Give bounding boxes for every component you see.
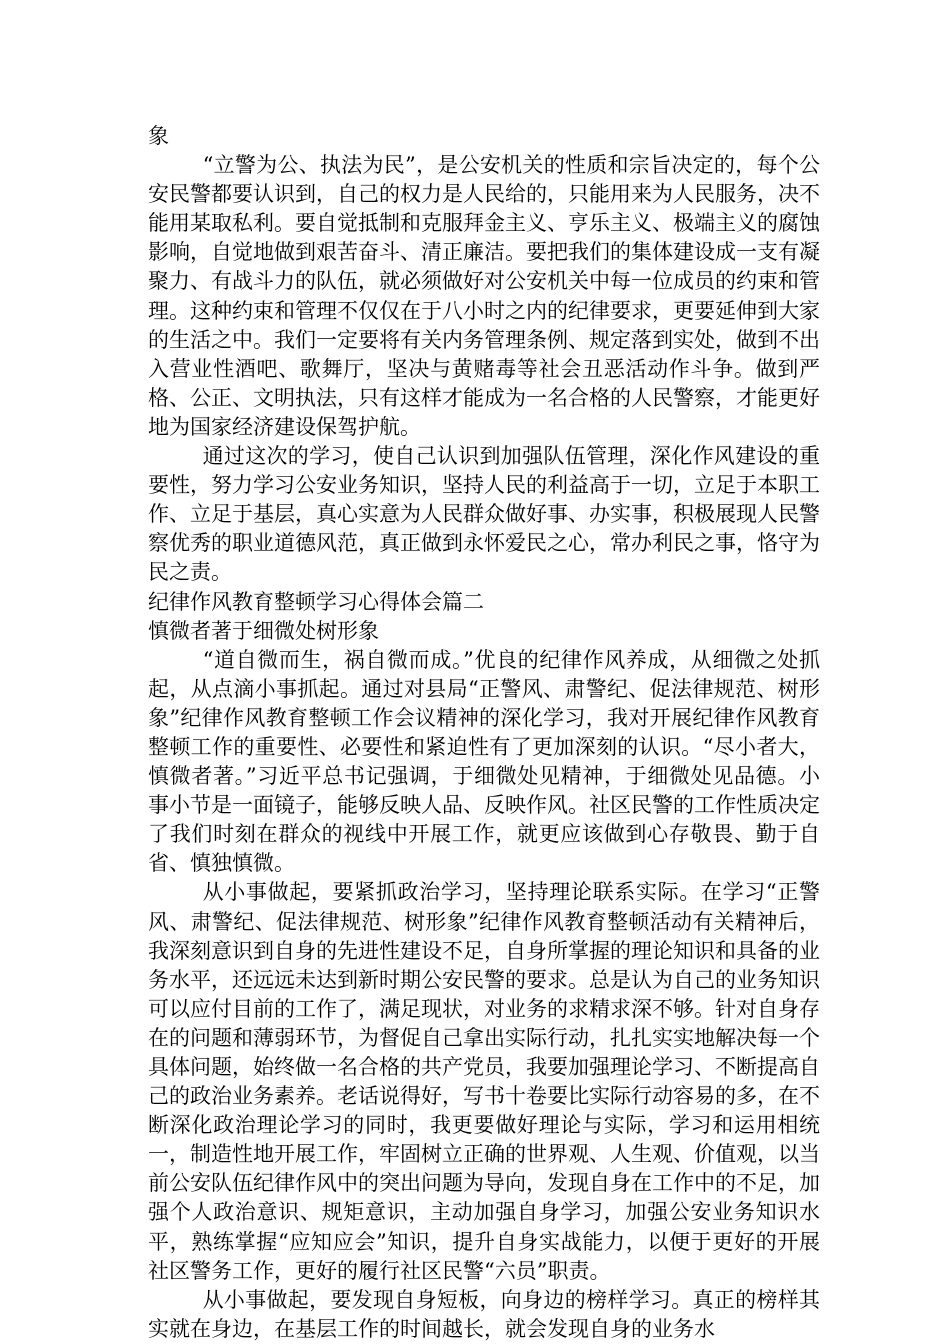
paragraph: 从小事做起，要紧抓政治学习，坚持理论联系实际。在学习“正警风、肃警纪、促法律规范、树形象”纪律作风教育整顿活动有关精神后，我深刻意识到自身的先进性建设不足，自身所掌握的理论知识和具备的业务水平，还远远未达到新时期公安民警的要求。总是认为自己的业务知识可以应付目前的工作了，满足现状，对业务的求精求深不够。针对自身存在的问题和薄弱环节，为督促自己拿出实际行动，扎扎实实地解决每一个具体问题，始终做一名合格的共产党员，我要加强理论学习、不断提高自己的政治业务素养。老话说得好，写书十卷要比实际行动容易的多，在不断深化政治理论学习的同时，我更要做好理论与实际，学习和运用相统一，制造性地开展工作，牢固树立正确的世界观、人生观、价值观，以当前公安队伍纪律作风中的突出问题为导向，发现自身在工作中的不足，加强个人政治意识、规矩意识，主动加强自身学习，加强公安业务知识水平，熟练掌握“应知应会”知识，提升自身实战能力，以便于更好的开展社区警务工作，更好的履行社区民警“六员”职责。: [148, 880, 820, 1283]
paragraph: “道自微而生，祸自微而成。”优良的纪律作风养成，从细微之处抓起，从点滴小事抓起。通过对县局“正警风、肃警纪、促法律规范、树形象”纪律作风教育整顿工作会议精神的深化学习，我对开展纪律作风教育整顿工作的重要性、必要性和紧迫性有了更加深刻的认识。“尽小者大，慎微者著。”习近平总书记强调，于细微处见精神，于细微处见品德。小事小节是一面镜子，能够反映人品、反映作风。社区民警的工作性质决定了我们时刻在群众的视线中开展工作，就更应该做到心存敬畏、勤于自省、慎独慎微。: [148, 647, 820, 876]
section-heading: 纪律作风教育整顿学习心得体会篇二: [148, 589, 484, 614]
paragraph: 通过这次的学习，使自己认识到加强队伍管理，深化作风建设的重要性，努力学习公安业务知识，坚持人民的利益高于一切，立足于本职工作、立足于基层，真心实意为人民群众做好事、办实事，积极展现人民警察优秀的职业道德风范，真正做到永怀爱民之心，常办利民之事，恪守为民之责。: [148, 444, 820, 585]
paragraph-continuation: 象: [148, 124, 169, 148]
paragraph: 从小事做起，要发现自身短板，向身边的榜样学习。真正的榜样其实就在身边，在基层工作的时间越长，就会发现自身的业务水: [148, 1287, 820, 1341]
paragraph: “立警为公、执法为民”，是公安机关的性质和宗旨决定的，每个公安民警都要认识到，自己的权力是人民给的，只能用来为人民服务，决不能用某取私利。要自觉抵制和克服拜金主义、亨乐主义、极端主义的腐蚀影响，自觉地做到艰苦奋斗、清正廉洁。要把我们的集体建设成一支有凝聚力、有战斗力的队伍，就必须做好对公安机关中每一位成员的约束和管理。这种约束和管理不仅仅在于八小时之内的纪律要求，更要延伸到大家的生活之中。我们一定要将有关内务管理条例、规定落到实处，做到不出入营业性酒吧、歌舞厅，坚决与黄赌毒等社会丑恶活动作斗争。做到严格、公正、文明执法，只有这样才能成为一名合格的人民警察，才能更好地为国家经济建设保驾护航。: [148, 153, 820, 439]
section-subheading: 慎微者著于细微处树形象: [148, 618, 379, 643]
document-body: [148, 122, 820, 1344]
